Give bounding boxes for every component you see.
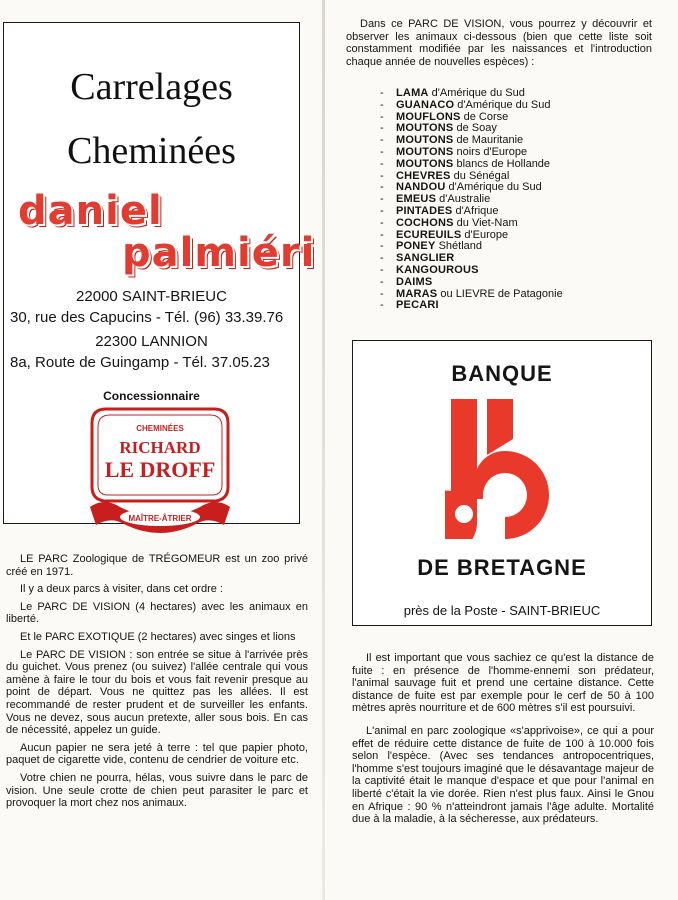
advert-carrelages	[3, 22, 316, 524]
bank-subtitle: près de la Poste - SAINT-BRIEUC	[403, 603, 601, 618]
concession-label: Concessionnaire	[103, 389, 200, 403]
advert-title-line1: Carrelages	[70, 66, 233, 108]
species-origin: d'Amérique du Sud	[445, 181, 542, 194]
species-name: MOUTONS	[396, 134, 454, 147]
species-origin: noirs d'Europe	[453, 145, 528, 158]
paragraph-dogs: Votre chien ne pourra, hélas, vous suivre dans le parc de vision. Une seule crotte de chien peut parasiter le parc et provoquer la mort chez nos animaux.	[6, 771, 308, 810]
bank-title-bottom: DE BRETAGNE	[417, 555, 587, 580]
richard-le-droff-badge	[84, 403, 236, 537]
species-origin: d'Australie	[436, 193, 491, 206]
address1-street: 30, rue des Capucins - Tél. (96) 33.39.76	[10, 309, 284, 326]
paragraph-two-parks: Il y a deux parcs à visiter, dans cet ordre :	[20, 583, 223, 596]
species-origin: d'Afrique	[452, 204, 499, 217]
badge-ribbon-text: MAÎTRE-ÂTRIER	[128, 514, 192, 523]
species-origin: de Soay	[453, 122, 497, 135]
species-origin: blancs de Hollande	[453, 157, 551, 170]
right-column-text	[352, 652, 654, 836]
species-name: SANGLIER	[396, 252, 455, 265]
species-name: MOUTONS	[396, 157, 454, 170]
paragraph-species-intro: Dans ce PARC DE VISION, vous pourrez y découvrir et observer les animaux ci-dessous (bien que cette liste soit constamment modifiée par les naissances et l'introduction chaque année de nouvelles espèces) :	[346, 18, 652, 68]
bank-title-top: BANQUE	[451, 361, 553, 386]
badge-name1: RICHARD	[119, 438, 201, 457]
brand-logo-palmieri: palmiéri	[122, 230, 316, 276]
species-name: LAMA	[396, 87, 429, 99]
advert-title-line2: Cheminées	[67, 130, 236, 172]
badge-top-text: CHEMINÉES	[136, 424, 184, 433]
species-origin: du Viet-Nam	[453, 216, 518, 229]
badge-name2: LE DROFF	[104, 457, 216, 482]
species-origin: ou LIEVRE de Patagonie	[437, 287, 563, 300]
address2-street: 8a, Route de Guingamp - Tél. 37.05.23	[10, 354, 270, 371]
page-fold	[322, 0, 325, 900]
species-name: MOUFLONS	[396, 110, 461, 123]
paragraph-litter: Aucun papier ne sera jeté à terre : tel que papier photo, paquet de cigarette vide, contenu de cendrier de voiture etc.	[6, 741, 308, 767]
species-origin: d'Europe	[461, 228, 509, 241]
paragraph-parc-vision: Le PARC DE VISION (4 hectares) avec les animaux en liberté.	[6, 600, 308, 626]
paragraph-parc-exotique: Et le PARC EXOTIQUE (2 hectares) avec singes et lions	[20, 630, 296, 643]
species-name: ECUREUILS	[396, 228, 462, 241]
bank-logo-icon	[445, 399, 557, 539]
address2-city: 22300 LANNION	[95, 333, 208, 350]
species-item	[380, 300, 563, 312]
species-name: COCHONS	[396, 216, 454, 229]
paragraph-tame-animals: L'animal en parc zoologique «s'apprivoise», ce qui a pour effet de réduire cette distance de fuite de 100 à 10.000 fois selon l'espèce. (Avec ses tendances antropocentriques, l'homme s'est toujours imaginé que le désavantage majeur de la captivité était le manque d'espace et que pour l'animal en liberté c'était la vie dorée. Rien n'est plus faux. Ainsi le Gnou en Afrique : 90 % n'atteindront jamais l'âge adulte. Mortalité due à la maladie, à la sécheresse, aux prédateurs.	[352, 724, 654, 826]
advert-banque-bretagne	[352, 340, 652, 626]
species-origin: Shétland	[435, 240, 482, 253]
species-name: MOUTONS	[396, 122, 454, 135]
species-name: KANGOUROUS	[396, 263, 479, 276]
right-intro-text	[346, 18, 652, 68]
species-origin: de Mauritanie	[453, 134, 524, 147]
species-origin: du Sénégal	[450, 169, 510, 182]
species-name: EMEUS	[396, 193, 437, 206]
species-name: PONEY	[396, 240, 436, 253]
species-name: GUANACO	[396, 98, 455, 111]
species-name: DAIMS	[396, 275, 433, 288]
brand-logo-daniel: daniel	[18, 188, 163, 234]
paragraph-entrance: Le PARC DE VISION : son entrée se situe à l'arrivée près du guichet. Vous prenez (ou suivez) l'allée centrale qui vous amène à faire le tour du bois et vous fait revenir presque au point de départ. Vous ne quittez pas les allées. Il est recommandé de rester prudent et de surveiller les enfants. Vous ne devez, sous aucun pretexte, aller sous bois. En cas de nécessité, appelez un guide.	[6, 648, 308, 737]
species-list	[380, 88, 563, 312]
species-name: NANDOU	[396, 181, 446, 194]
species-name: MOUTONS	[396, 145, 454, 158]
species-name: PECARI	[396, 299, 439, 312]
paragraph-zoo-intro: LE PARC Zoologique de TRÉGOMEUR est un zoo privé créé en 1971.	[6, 553, 308, 578]
species-name: MARAS	[396, 287, 438, 300]
left-column-text	[6, 553, 308, 815]
species-name: CHEVRES	[396, 169, 451, 182]
paragraph-flight-distance: Il est important que vous sachiez ce qu'est la distance de fuite : en présence de l'homme-ennemi son prédateur, l'animal sauvage fuit et prend une certaine distance. Cette distance de fuite est par exemple pour le cerf de 50 à 100 mètres après nourriture et de 600 mètres s'il est poursuivi.	[352, 652, 654, 715]
species-name: PINTADES	[396, 204, 453, 217]
address1-city: 22000 SAINT-BRIEUC	[76, 288, 227, 305]
species-origin: d'Amérique du Sud	[428, 87, 525, 99]
species-origin: de Corse	[460, 110, 509, 123]
species-origin: d'Amérique du Sud	[454, 98, 551, 111]
